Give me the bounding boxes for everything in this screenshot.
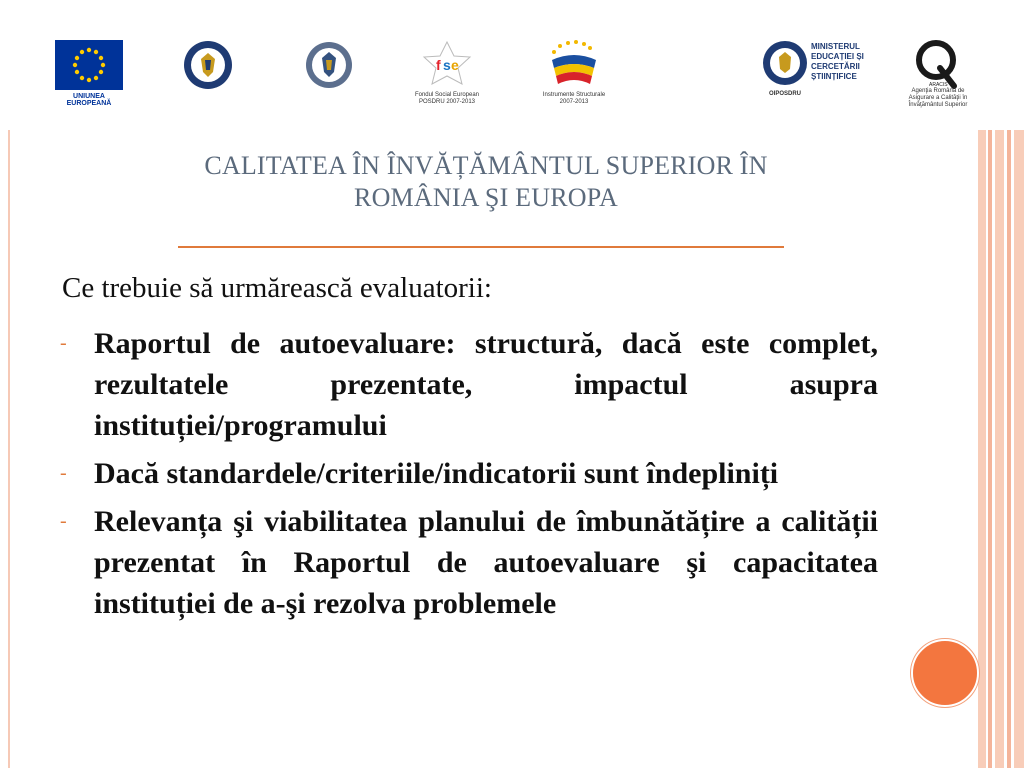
aracis-caption-line-2: Asigurare a Calităţii în <box>908 95 968 101</box>
svg-text:ARACIS: ARACIS <box>929 82 948 88</box>
ministry-line-3: CERCETĂRII <box>811 62 860 71</box>
government-seal-icon <box>762 40 808 86</box>
structural-instruments-icon <box>538 38 610 90</box>
bullet-text: Raportul de autoevaluare: structură, dacă este complet, rezultatele prezentate, impactul asupra instituției/programului <box>94 327 878 442</box>
left-border-line <box>8 130 10 768</box>
aracis-caption-line-3: Învăţământul Superior <box>908 102 968 108</box>
aracis-q-icon <box>892 38 984 90</box>
fse-caption-line-1: Fondul Social European <box>414 92 480 98</box>
government-seal-logo <box>183 40 233 90</box>
fse-caption-line-2: POSDRU 2007-2013 <box>418 99 476 105</box>
title-line-2: ROMÂNIA ŞI EUROPA <box>354 183 618 212</box>
instrumente-structurale-logo <box>538 38 610 110</box>
bullet-item <box>58 453 878 494</box>
title-underline <box>178 246 784 248</box>
bullet-text: Relevanța şi viabilitatea planului de îmbunătățire a calității prezentat în Raportul de autoevaluare şi capacitatea instituției de a-şi rezolva problemele <box>94 505 878 620</box>
bullet-text: Dacă standardele/criteriile/indicatorii sunt îndepliniți <box>94 457 779 490</box>
is-caption-line-1: Instrumente Structurale <box>542 92 606 98</box>
svg-text:f: f <box>436 57 441 73</box>
logo-strip <box>0 0 1024 125</box>
decorative-stripe <box>1014 130 1024 768</box>
ministry-line-2: EDUCAȚIEI ȘI <box>811 52 864 61</box>
fse-star-icon <box>412 40 482 88</box>
fse-logo <box>412 40 482 110</box>
eu-caption: UNIUNEA EUROPEANĂ <box>66 93 112 107</box>
decorative-stripe <box>1007 130 1011 768</box>
eu-flag-icon <box>55 40 123 90</box>
aracis-logo <box>892 38 984 118</box>
romanian-government-seal-icon <box>183 40 233 90</box>
bullet-marker: - <box>60 332 67 354</box>
decorative-stripe <box>978 130 986 768</box>
title-line-1: CALITATEA ÎN ÎNVĂȚĂMÂNTUL SUPERIOR ÎN <box>204 151 768 180</box>
intro-text: Ce trebuie să urmărească evaluatorii: <box>62 272 492 304</box>
bullet-list <box>58 323 878 631</box>
bullet-marker: - <box>60 462 67 484</box>
bullet-item <box>58 501 878 624</box>
aracis-caption-line-1: Agenţia Română de <box>911 88 965 94</box>
decorative-circle <box>911 639 979 707</box>
slide-title <box>110 150 862 214</box>
decorative-stripe <box>995 130 1004 768</box>
romania-coat-of-arms-logo <box>305 40 353 90</box>
eu-logo <box>55 40 123 107</box>
bullet-marker: - <box>60 510 67 532</box>
is-caption-line-2: 2007-2013 <box>559 99 589 105</box>
coat-of-arms-seal-icon <box>305 40 353 90</box>
ministry-line-1: MINISTERUL <box>811 42 860 51</box>
oiposdru-caption: OIPOSDRU <box>768 91 801 97</box>
svg-text:s: s <box>443 57 451 73</box>
bullet-item <box>58 323 878 446</box>
svg-text:e: e <box>451 57 459 73</box>
ministry-logo <box>762 40 872 102</box>
decorative-stripe <box>988 130 992 768</box>
ministry-line-4: ȘTIINȚIFICE <box>811 72 857 81</box>
